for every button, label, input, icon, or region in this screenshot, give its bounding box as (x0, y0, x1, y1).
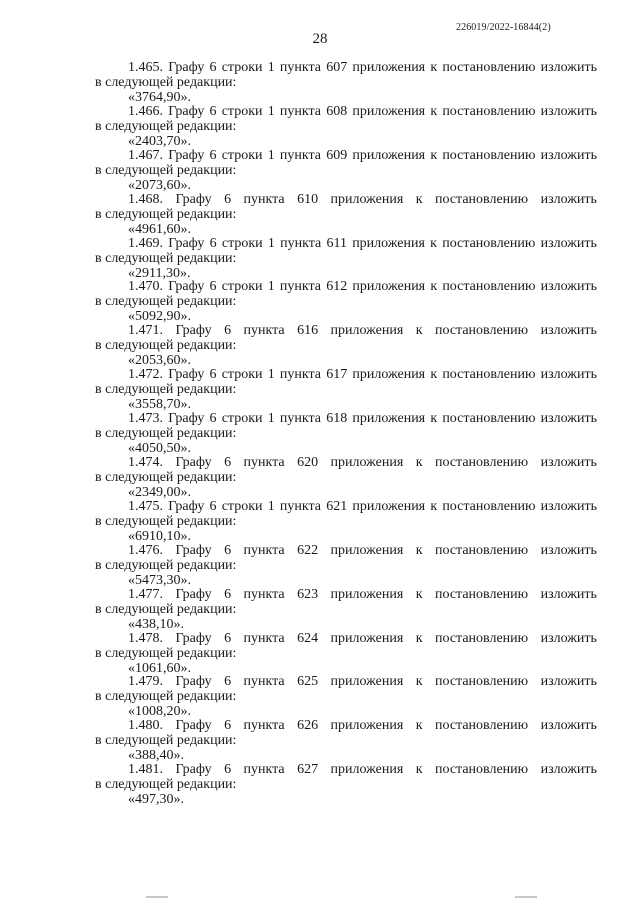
instruction-word: 1.476. (128, 542, 163, 558)
amendment-value: «2053,60». (128, 353, 191, 369)
amendment-instruction (128, 104, 597, 120)
instruction-word: 622 (297, 542, 319, 558)
amendment-value: «5092,90». (128, 309, 191, 325)
instruction-word: 1 (267, 60, 275, 75)
instruction-word: приложения (352, 103, 426, 119)
instruction-word: 1.477. (128, 586, 163, 602)
instruction-word: пункта (279, 367, 321, 383)
instruction-word: приложения (330, 323, 404, 339)
instruction-word: к (430, 411, 438, 427)
instruction-word: постановлению (435, 718, 529, 734)
amendment-continuation: в следующей редакции: (95, 689, 237, 705)
amendment-item (0, 411, 640, 455)
instruction-word: пункта (243, 323, 285, 339)
instruction-word: 1 (267, 411, 275, 427)
instruction-word: приложения (330, 455, 404, 471)
amendment-continuation: в следующей редакции: (95, 250, 237, 266)
instruction-word: постановлению (435, 630, 529, 646)
amendment-instruction (128, 236, 597, 252)
amendment-value: «2073,60». (128, 177, 191, 193)
instruction-word: приложения (352, 147, 426, 163)
instruction-word: к (430, 60, 438, 75)
instruction-word: пункта (243, 762, 285, 778)
instruction-word: постановлению (442, 235, 536, 251)
instruction-word: к (415, 630, 423, 646)
amendment-item (0, 718, 640, 762)
instruction-word: 1.475. (128, 498, 163, 514)
instruction-word: 627 (297, 762, 319, 778)
amendment-instruction (128, 192, 597, 208)
amendment-instruction (128, 323, 597, 339)
instruction-word: изложить (540, 191, 597, 207)
amendment-instruction (128, 587, 597, 603)
scan-artifact (0, 893, 640, 901)
amendment-instruction (128, 60, 597, 76)
instruction-word: 6 (224, 762, 232, 778)
instruction-word: постановлению (442, 367, 536, 383)
amendment-instruction (128, 411, 597, 427)
amendment-value: «438,10». (128, 616, 184, 632)
instruction-word: приложения (352, 279, 426, 295)
amendment-item (0, 367, 640, 411)
instruction-word: 6 (224, 191, 232, 207)
instruction-word: строки (221, 279, 263, 295)
amendment-item (0, 323, 640, 367)
instruction-word: Графу (175, 718, 212, 734)
instruction-word: 6 (224, 674, 232, 690)
instruction-word: 1.473. (128, 411, 163, 427)
amendment-item (0, 674, 640, 718)
amendment-item (0, 104, 640, 148)
instruction-word: Графу (175, 191, 212, 207)
instruction-word: Графу (168, 498, 205, 514)
amendment-item (0, 60, 640, 104)
instruction-word: Графу (168, 147, 205, 163)
instruction-word: постановлению (435, 455, 529, 471)
amendment-value: «3558,70». (128, 397, 191, 413)
amendment-value: «4050,50». (128, 441, 191, 457)
instruction-word: постановлению (435, 674, 529, 690)
instruction-word: Графу (175, 630, 212, 646)
instruction-word: изложить (540, 103, 597, 119)
instruction-word: приложения (330, 674, 404, 690)
instruction-word: 6 (224, 455, 232, 471)
instruction-word: 1.469. (128, 235, 163, 251)
instruction-word: к (415, 323, 423, 339)
instruction-word: 6 (224, 323, 232, 339)
instruction-word: строки (221, 411, 263, 427)
instruction-word: 1 (267, 103, 275, 119)
instruction-word: пункта (279, 103, 321, 119)
amendment-item (0, 631, 640, 675)
instruction-word: строки (221, 367, 263, 383)
instruction-word: 6 (209, 60, 217, 75)
instruction-word: Графу (175, 674, 212, 690)
instruction-word: приложения (330, 586, 404, 602)
instruction-word: постановлению (442, 498, 536, 514)
instruction-word: пункта (243, 674, 285, 690)
instruction-word: 1.472. (128, 367, 163, 383)
amendment-item (0, 279, 640, 323)
instruction-word: пункта (243, 191, 285, 207)
instruction-word: 1.471. (128, 323, 163, 339)
instruction-word: к (415, 455, 423, 471)
instruction-word: приложения (352, 60, 426, 75)
instruction-word: к (430, 367, 438, 383)
instruction-word: строки (221, 498, 263, 514)
amendment-item (0, 762, 640, 806)
amendment-continuation: в следующей редакции: (95, 338, 237, 354)
instruction-word: 6 (209, 279, 217, 295)
instruction-word: постановлению (442, 103, 536, 119)
instruction-word: приложения (330, 542, 404, 558)
amendment-continuation: в следующей редакции: (95, 777, 237, 793)
instruction-word: 6 (224, 630, 232, 646)
amendment-item (0, 543, 640, 587)
instruction-word: приложения (330, 718, 404, 734)
amendment-continuation: в следующей редакции: (95, 470, 237, 486)
instruction-word: 6 (209, 367, 217, 383)
instruction-word: пункта (243, 586, 285, 602)
instruction-word: постановлению (442, 411, 536, 427)
amendment-continuation: в следующей редакции: (95, 206, 237, 222)
instruction-word: к (430, 235, 437, 251)
amendment-instruction (128, 148, 597, 164)
instruction-word: строки (221, 235, 263, 251)
amendment-instruction (128, 718, 597, 734)
amendment-continuation: в следующей редакции: (95, 733, 237, 749)
instruction-word: Графу (168, 411, 205, 427)
amendment-instruction (128, 543, 597, 559)
instruction-word: пункта (279, 411, 321, 427)
instruction-word: к (430, 103, 438, 119)
instruction-word: изложить (540, 586, 597, 602)
instruction-word: 1.466. (128, 103, 163, 119)
instruction-word: к (415, 191, 423, 207)
instruction-word: пункта (279, 60, 321, 75)
instruction-word: постановлению (435, 323, 529, 339)
page-number: 28 (312, 31, 328, 47)
instruction-word: изложить (540, 279, 597, 295)
amendment-continuation: в следующей редакции: (95, 75, 237, 90)
instruction-word: строки (221, 147, 263, 163)
instruction-word: приложения (352, 235, 425, 251)
instruction-word: пункта (243, 718, 285, 734)
instruction-word: 1.467. (128, 147, 163, 163)
instruction-word: 6 (224, 718, 232, 734)
instruction-word: изложить (540, 323, 597, 339)
amendment-value: «497,30». (128, 792, 184, 808)
instruction-word: пункта (243, 630, 285, 646)
instruction-word: Графу (175, 762, 212, 778)
amendment-item (0, 455, 640, 499)
instruction-word: 1.481. (128, 762, 163, 778)
instruction-word: 611 (326, 235, 347, 251)
instruction-word: изложить (540, 718, 597, 734)
amendment-item (0, 587, 640, 631)
instruction-word: 623 (297, 586, 319, 602)
instruction-word: 1 (267, 367, 275, 383)
instruction-word: 6 (209, 103, 217, 119)
amendment-instruction (128, 631, 597, 647)
amendment-value: «388,40». (128, 748, 184, 764)
instruction-word: 616 (297, 323, 319, 339)
instruction-word: приложения (352, 367, 426, 383)
instruction-word: приложения (330, 191, 404, 207)
instruction-word: изложить (540, 498, 597, 514)
instruction-word: 626 (297, 718, 319, 734)
document-id: 226019/2022-16844(2) (456, 22, 551, 33)
instruction-word: пункта (280, 235, 322, 251)
amendment-instruction (128, 367, 597, 383)
amendment-item (0, 192, 640, 236)
amendment-continuation: в следующей редакции: (95, 294, 237, 310)
instruction-word: изложить (540, 367, 597, 383)
amendment-value: «2349,00». (128, 485, 191, 501)
instruction-word: изложить (540, 674, 597, 690)
instruction-word: 625 (297, 674, 319, 690)
instruction-word: 6 (209, 411, 217, 427)
instruction-word: Графу (175, 542, 212, 558)
amendment-continuation: в следующей редакции: (95, 162, 237, 178)
instruction-word: изложить (540, 762, 597, 778)
instruction-word: 608 (326, 103, 348, 119)
instruction-word: изложить (540, 630, 597, 646)
amendment-continuation: в следующей редакции: (95, 557, 237, 573)
instruction-word: приложения (352, 411, 426, 427)
instruction-word: 1.470. (128, 279, 163, 295)
instruction-word: приложения (330, 762, 404, 778)
instruction-word: Графу (175, 323, 212, 339)
instruction-word: постановлению (442, 60, 536, 75)
instruction-word: изложить (540, 542, 597, 558)
amendment-continuation: в следующей редакции: (95, 601, 237, 617)
amendment-value: «1061,60». (128, 660, 191, 676)
instruction-word: 620 (297, 455, 319, 471)
amendment-item (0, 148, 640, 192)
instruction-word: Графу (168, 279, 205, 295)
instruction-word: пункта (279, 279, 321, 295)
amendment-continuation: в следующей редакции: (95, 382, 237, 398)
instruction-word: 1.468. (128, 191, 163, 207)
instruction-word: 6 (209, 235, 217, 251)
amendment-continuation: в следующей редакции: (95, 118, 237, 134)
instruction-word: постановлению (435, 586, 529, 602)
instruction-word: 1.478. (128, 630, 163, 646)
instruction-word: 607 (326, 60, 348, 75)
instruction-word: к (415, 674, 423, 690)
instruction-word: 1.474. (128, 455, 163, 471)
instruction-word: к (430, 279, 438, 295)
amendment-continuation: в следующей редакции: (95, 513, 237, 529)
instruction-word: к (415, 718, 423, 734)
instruction-word: Графу (168, 60, 205, 75)
instruction-word: приложения (352, 498, 426, 514)
instruction-word: пункта (243, 542, 285, 558)
instruction-word: постановлению (442, 279, 536, 295)
amendment-value: «2911,30». (128, 265, 191, 281)
instruction-word: строки (221, 60, 263, 75)
instruction-word: 610 (297, 191, 319, 207)
instruction-word: строки (221, 103, 263, 119)
instruction-word: приложения (330, 630, 404, 646)
instruction-word: Графу (175, 455, 212, 471)
instruction-word: 621 (326, 498, 348, 514)
amendment-continuation: в следующей редакции: (95, 645, 237, 661)
instruction-word: 6 (209, 498, 217, 514)
amendment-instruction (128, 762, 597, 778)
instruction-word: изложить (540, 411, 597, 427)
instruction-word: пункта (279, 147, 321, 163)
amendment-value: «5473,30». (128, 572, 191, 588)
instruction-word: пункта (243, 455, 285, 471)
instruction-word: Графу (168, 103, 205, 119)
instruction-word: постановлению (435, 542, 529, 558)
instruction-word: изложить (540, 147, 597, 163)
amendment-value: «2403,70». (128, 133, 191, 149)
instruction-word: Графу (168, 367, 205, 383)
amendment-instruction (128, 499, 597, 515)
instruction-word: Графу (175, 586, 212, 602)
amendment-continuation: в следующей редакции: (95, 426, 237, 442)
instruction-word: 1 (267, 498, 275, 514)
instruction-word: к (415, 542, 423, 558)
instruction-word: 609 (326, 147, 348, 163)
amendment-list (0, 60, 640, 806)
instruction-word: 1.479. (128, 674, 163, 690)
instruction-word: изложить (540, 235, 597, 251)
instruction-word: постановлению (435, 191, 529, 207)
instruction-word: 6 (224, 542, 232, 558)
amendment-value: «3764,90». (128, 90, 191, 105)
instruction-word: 1.480. (128, 718, 163, 734)
instruction-word: изложить (540, 455, 597, 471)
instruction-word: 612 (326, 279, 348, 295)
instruction-word: 1 (267, 147, 275, 163)
amendment-item (0, 236, 640, 280)
instruction-word: 1.465. (128, 60, 163, 75)
instruction-word: к (430, 498, 438, 514)
instruction-word: постановлению (442, 147, 536, 163)
amendment-value: «1008,20». (128, 704, 191, 720)
instruction-word: пункта (279, 498, 321, 514)
instruction-word: 6 (224, 586, 232, 602)
instruction-word: к (415, 586, 423, 602)
instruction-word: к (415, 762, 423, 778)
instruction-word: 1 (267, 235, 275, 251)
instruction-word: к (430, 147, 438, 163)
amendment-value: «4961,60». (128, 221, 191, 237)
instruction-word: Графу (168, 235, 205, 251)
amendment-item (0, 499, 640, 543)
instruction-word: 617 (326, 367, 348, 383)
amendment-instruction (128, 279, 597, 295)
instruction-word: 6 (209, 147, 217, 163)
instruction-word: 618 (326, 411, 348, 427)
amendment-instruction (128, 455, 597, 471)
amendment-instruction (128, 674, 597, 690)
instruction-word: 1 (267, 279, 275, 295)
instruction-word: 624 (297, 630, 319, 646)
amendment-value: «6910,10». (128, 528, 191, 544)
instruction-word: изложить (540, 60, 597, 75)
instruction-word: постановлению (435, 762, 529, 778)
